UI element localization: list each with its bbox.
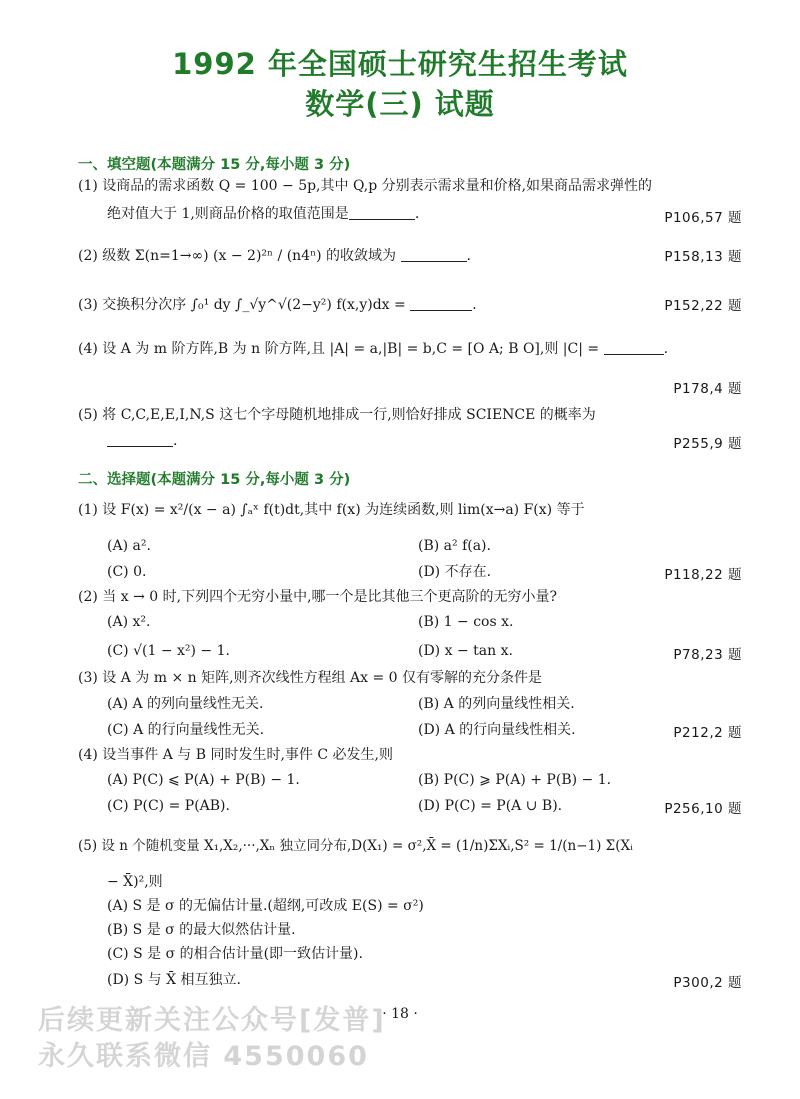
s1-q4-end: .	[663, 341, 669, 357]
s2-q3-stem: (3) 设 A 为 m × n 矩阵,则齐次线性方程组 Ax = 0 仅有零解的充分条件是	[78, 670, 543, 686]
s1-q4-ref: P178,4 题	[673, 381, 742, 397]
page-subtitle: 数学(三) 试题	[305, 87, 495, 121]
s2-q4-stem: (4) 设当事件 A 与 B 同时发生时,事件 C 必发生,则	[78, 747, 393, 763]
s2-q2-option-c: (C) √(1 − x²) − 1.	[107, 643, 230, 659]
s2-q5-option-c: (C) S 是 σ 的相合估计量(即一致估计量).	[107, 946, 363, 962]
s2-q5-ref: P300,2 题	[673, 975, 742, 991]
s2-q4-option-b: (B) P(C) ⩾ P(A) + P(B) − 1.	[418, 772, 612, 788]
s1-q1-line1: (1) 设商品的需求函数 Q = 100 − 5p,其中 Q,p 分别表示需求量和价格,如果商品需求弹性的	[78, 178, 653, 194]
s2-q2-option-d: (D) x − tan x.	[418, 643, 513, 659]
s2-q3-option-a: (A) A 的列向量线性无关.	[107, 696, 264, 712]
s1-q5-line1: (5) 将 C,C,E,E,I,N,S 这七个字母随机地排成一行,则恰好排成 SCIENCE 的概率为	[78, 407, 596, 423]
s1-q3	[78, 295, 477, 315]
s2-q1-option-a: (A) a².	[107, 538, 151, 554]
s1-q1-end: .	[414, 206, 420, 222]
s2-q1-option-c: (C) 0.	[107, 564, 147, 580]
s2-q3-option-d: (D) A 的行向量线性相关.	[418, 722, 576, 738]
s2-q3-option-b: (B) A 的列向量线性相关.	[418, 696, 575, 712]
s1-q3-text: (3) 交换积分次序 ∫₀¹ dy ∫_√y^√(2−y²) f(x,y)dx =	[78, 297, 406, 313]
answer-blank	[107, 432, 173, 447]
s2-q1-option-d: (D) 不存在.	[418, 564, 492, 580]
answer-blank	[349, 205, 415, 220]
s2-q4-option-d: (D) P(C) = P(A ∪ B).	[418, 798, 563, 814]
s1-q4	[78, 339, 668, 359]
s1-q1-ref: P106,57 题	[664, 210, 742, 226]
s2-q5-option-a: (A) S 是 σ 的无偏估计量.(超纲,可改成 E(S) = σ²)	[107, 898, 424, 914]
s2-q5-stem-line2: − X̄)²,则	[107, 874, 163, 890]
s2-q5-option-d: (D) S 与 X̄ 相互独立.	[107, 972, 241, 988]
s2-q3-option-c: (C) A 的行向量线性无关.	[107, 722, 265, 738]
s2-q4-ref: P256,10 题	[664, 801, 742, 817]
s1-q4-text: (4) 设 A 为 m 阶方阵,B 为 n 阶方阵,且 |A| = a,|B| = b,C = [O A; B O],则 |C| =	[78, 341, 600, 357]
s2-q3-ref: P212,2 题	[673, 725, 742, 741]
s2-q2-stem: (2) 当 x → 0 时,下列四个无穷小量中,哪一个是比其他三个更高阶的无穷小量?	[78, 589, 558, 605]
answer-blank	[604, 340, 664, 355]
s2-q5-option-b: (B) S 是 σ 的最大似然估计量.	[107, 922, 296, 938]
s2-q5-stem-line1: (5) 设 n 个随机变量 X₁,X₂,···,Xₙ 独立同分布,D(X₁) = σ²,X̄ = (1/n)ΣXᵢ,S² = 1/(n−1) Σ(Xᵢ	[78, 838, 633, 854]
section-heading-fill-in: 一、填空题(本题满分 15 分,每小题 3 分)	[78, 157, 351, 173]
watermark-line-1: 后续更新关注公众号[发普]	[38, 1005, 386, 1036]
s1-q1-line2	[107, 204, 419, 224]
s2-q2-ref: P78,23 题	[673, 647, 742, 663]
s1-q5-end: .	[173, 433, 178, 449]
answer-blank	[401, 247, 467, 262]
page-title: 1992 年全国硕士研究生招生考试	[172, 47, 628, 81]
s1-q5-ref: P255,9 题	[673, 436, 742, 452]
s2-q4-option-a: (A) P(C) ⩽ P(A) + P(B) − 1.	[107, 772, 300, 788]
watermark-line-2: 永久联系微信 4550060	[38, 1041, 369, 1072]
s2-q1-option-b: (B) a² f(a).	[418, 538, 491, 554]
section-heading-choice: 二、选择题(本题满分 15 分,每小题 3 分)	[78, 472, 351, 488]
page-number: · 18 ·	[382, 1006, 418, 1022]
s2-q1-ref: P118,22 题	[664, 567, 742, 583]
s1-q2	[78, 246, 471, 266]
s1-q2-end: .	[466, 248, 471, 264]
s2-q1-stem: (1) 设 F(x) = x²/(x − a) ∫ₐˣ f(t)dt,其中 f(x) 为连续函数,则 lim(x→a) F(x) 等于	[78, 502, 585, 518]
s1-q1-text: 绝对值大于 1,则商品价格的取值范围是	[107, 206, 349, 222]
s2-q4-option-c: (C) P(C) = P(AB).	[107, 798, 230, 814]
s2-q2-option-a: (A) x².	[107, 614, 151, 630]
s2-q2-option-b: (B) 1 − cos x.	[418, 614, 514, 630]
s1-q2-text: (2) 级数 Σ(n=1→∞) (x − 2)²ⁿ / (n4ⁿ) 的收敛域为	[78, 248, 397, 264]
s1-q5-line2	[107, 431, 177, 451]
s1-q3-ref: P152,22 题	[664, 298, 742, 314]
s1-q2-ref: P158,13 题	[664, 249, 742, 265]
answer-blank	[410, 296, 472, 311]
s1-q3-end: .	[472, 297, 477, 313]
